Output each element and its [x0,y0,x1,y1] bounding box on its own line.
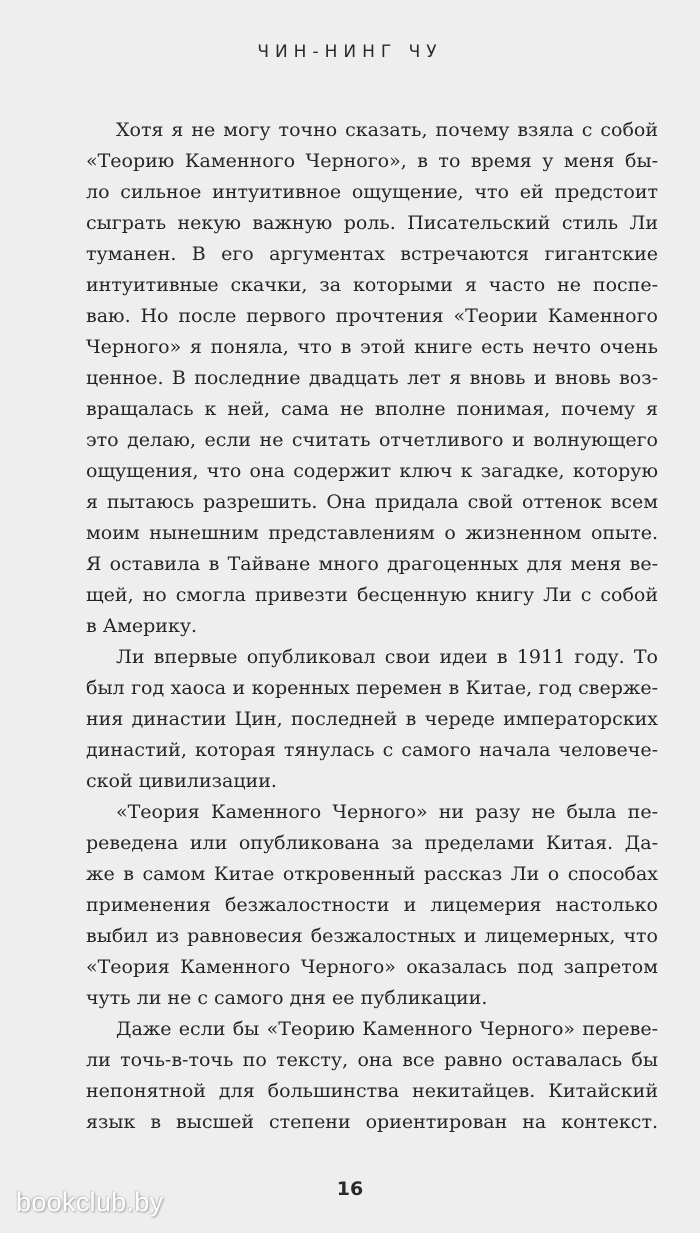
text-line: ли точь-в-точь по тексту, она все равно оставалась бы [86,1049,658,1071]
paragraph-3 [86,797,658,1014]
text-line: вращалась к ней, сама не вполне понимая, почему я [86,398,658,420]
text-line: применения безжалостности и лицемерия настолько [86,894,658,916]
text-line: «Теория Каменного Черного» ни разу не была пе- [116,801,658,823]
text-line: ской цивилизации. [86,770,277,792]
text-line: Я оставила в Тайване много драгоценных для меня ве- [86,553,658,575]
text-line: язык в высшей степени ориентирован на контекст. [86,1111,658,1133]
page-number: 16 [336,1178,364,1200]
text-line: династий, которая тянулась с самого начала человече- [86,739,658,761]
text-line: интуитивные скачки, за которыми я часто не поспе- [86,274,658,296]
text-line: ло сильное интуитивное ощущение, что ей предстоит [86,181,658,203]
text-line: «Теория Каменного Черного» оказалась под запретом [86,956,658,978]
paragraph-1 [86,115,658,642]
text-line: Ли впервые опубликовал свои идеи в 1911 году. То [116,646,658,668]
text-line: реведена или опубликована за пределами Китая. Да- [86,832,658,854]
text-line: в Америку. [86,615,198,637]
text-line: был год хаоса и коренных перемен в Китае, год сверже- [86,677,658,699]
text-line: это делаю, если не считать отчетливого и волнующего [86,429,658,451]
body-text [86,115,658,1138]
text-line: выбил из равновесия безжалостных и лицемерных, что [86,925,658,947]
running-head: ЧИН-НИНГ ЧУ [257,42,443,62]
text-line: «Теорию Каменного Черного», в то время у меня бы- [86,150,658,172]
text-line: ощущения, что она содержит ключ к загадке, которую [86,460,658,482]
text-line: Хотя я не могу точно сказать, почему взяла с собой [116,119,658,141]
text-line: Даже если бы «Теорию Каменного Черного» переве- [116,1018,658,1040]
text-line: Черного» я поняла, что в этой книге есть нечто очень [86,336,658,358]
text-line: моим нынешним представлениям о жизненном опыте. [86,522,658,544]
text-line: ваю. Но после первого прочтения «Теории Каменного [86,305,658,327]
text-line: я пытаюсь разрешить. Она придала свой оттенок всем [86,491,658,513]
text-line: ния династии Цин, последней в череде императорских [86,708,658,730]
text-line: чуть ли не с самого дня ее публикации. [86,987,488,1009]
watermark-logo: bookclub.by [16,1187,164,1217]
text-line: непонятной для большинства некитайцев. Китайский [86,1080,658,1102]
paragraph-4 [86,1014,658,1138]
text-line: же в самом Китае откровенный рассказ Ли о способах [86,863,658,885]
text-line: щей, но смогла привезти бесценную книгу Ли с собой [86,584,658,606]
text-line: туманен. В его аргументах встречаются гигантские [86,243,658,265]
text-line: ценное. В последние двадцать лет я вновь и вновь воз- [86,367,658,389]
paragraph-2 [86,642,658,797]
text-line: сыграть некую важную роль. Писательский стиль Ли [86,212,658,234]
